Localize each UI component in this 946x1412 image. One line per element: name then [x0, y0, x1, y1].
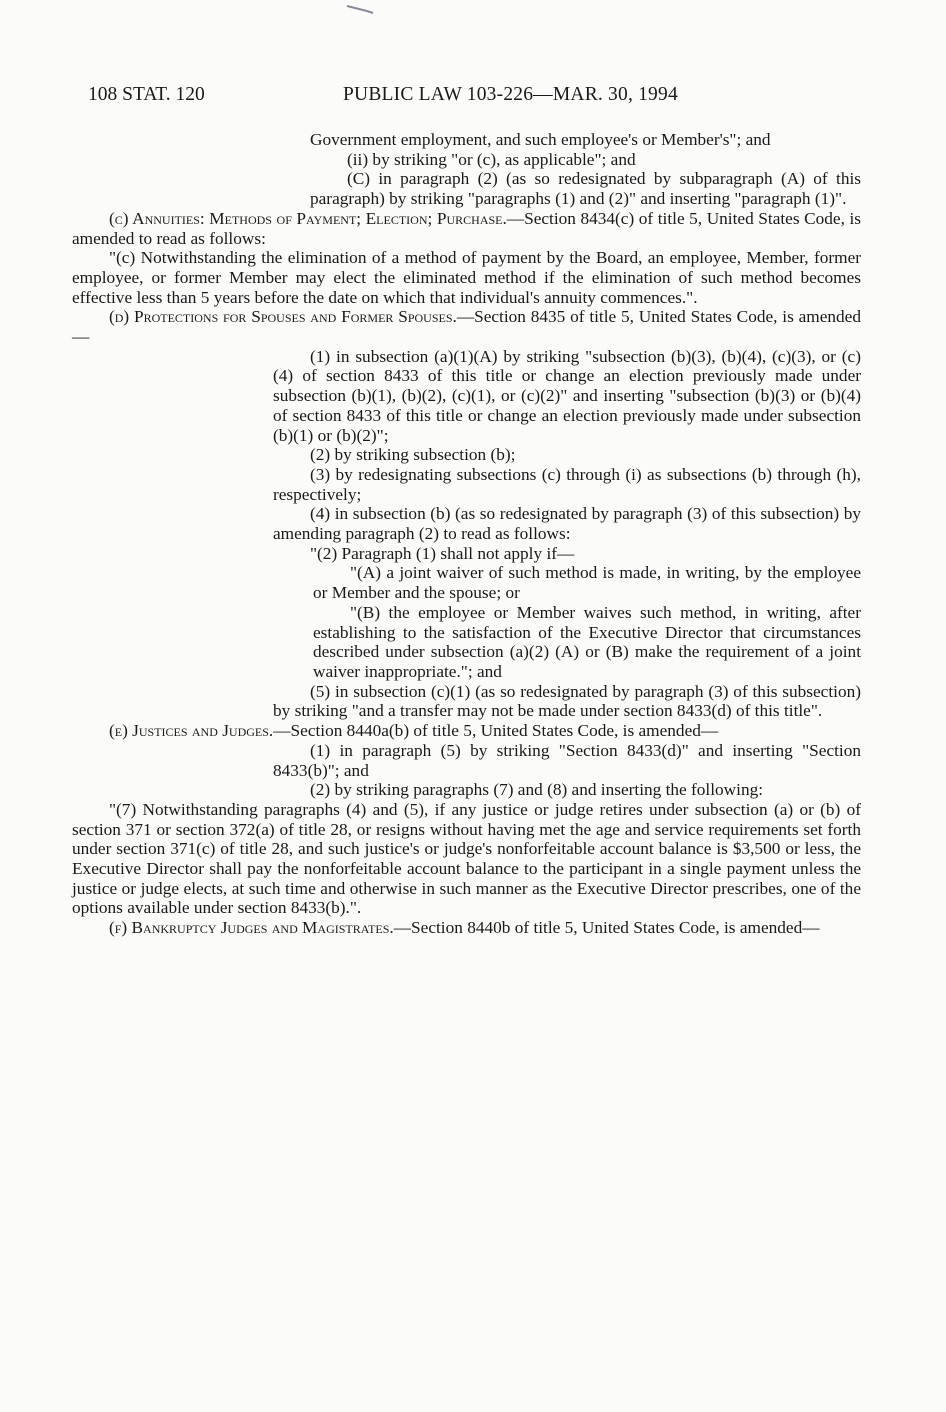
scan-mark [345, 4, 375, 14]
document-body [72, 130, 861, 938]
paragraph-continuation: Government employment, and such employee's or Member's"; and [310, 130, 771, 149]
quoted-subparagraph-a: "(A) a joint waiver of such method is made, in writing, by the employee or Member and the spouse; or [313, 563, 861, 603]
subsection-d-text: —Section 8435 of title 5, United States Code, is amended— [72, 307, 861, 347]
subsection-c-text: —Section 8434(c) of title 5, United States Code, is amended to read as follows: [72, 208, 861, 248]
paragraph-d-5: (5) in subsection (c)(1) (as so redesignated by paragraph (3) of this subsection) by striking "and a transfer may not be made under section 8433(d) of this title". [273, 681, 861, 721]
paragraph-e-2: (2) by striking paragraphs (7) and (8) and inserting the following: [310, 780, 764, 800]
subsection-c [72, 209, 861, 248]
subsection-d-heading: (d) Protections for Spouses and Former Spouses. [109, 307, 457, 327]
subsection-e-heading: (e) Justices and Judges. [109, 721, 274, 741]
subsection-e [72, 721, 861, 741]
paragraph-d-1: (1) in subsection (a)(1)(A) by striking "subsection (b)(3), (b)(4), (c)(3), or (c)(4) of section 8433 of this title or change an election previously made under subsection (b)(1), (b)(2), (c)(1), or (c)(2)" and inserting "subsection (b)(3) or (b)(4) of section 8433 of this title or change an election previously made under subsection (b)(1) or (b)(2)"; [273, 346, 861, 445]
subsection-e-text: —Section 8440a(b) of title 5, United States Code, is amended— [273, 721, 719, 741]
quoted-paragraph-7: "(7) Notwithstanding paragraphs (4) and (5), if any justice or judge retires under subsection (a) or (b) of section 371 or section 372(a) of title 28, or resigns without having met the age and service requirements set forth under section 371(c) of title 28, and such justice's or judge's nonforfeitable account balance is $3,500 or less, the Executive Director shall pay the nonforfeitable account balance to the participant in a single payment unless the justice or judge elects, at such time and otherwise in such manner as the Executive Director prescribes, one of the options available under section 8433(b).". [72, 799, 861, 918]
paragraph-d-4: (4) in subsection (b) (as so redesignated by paragraph (3) of this subsection) by amending paragraph (2) to read as follows: [273, 504, 861, 544]
subsection-f-heading: (f) Bankruptcy Judges and Magistrates. [109, 918, 394, 938]
paragraph-d-2: (2) by striking subsection (b); [310, 445, 516, 465]
paragraph-d-3: (3) by redesignating subsections (c) through (i) as subsections (b) through (h), respectively; [273, 464, 861, 504]
subsection-c-heading: (c) Annuities: Methods of Payment; Election; Purchase. [109, 208, 507, 228]
page-header [88, 84, 868, 114]
stat-citation: 108 STAT. 120 [88, 84, 205, 105]
clause-ii: (ii) by striking "or (c), as applicable"; and [347, 149, 636, 169]
subsection-f-text: —Section 8440b of title 5, United States Code, is amended— [393, 918, 820, 938]
quoted-subparagraph-b: "(B) the employee or Member waives such method, in writing, after establishing to the satisfaction of the Executive Director that circumstances described under subsection (a)(2) (A) or (B) make the requirement of a joint waiver inappropriate."; and [313, 602, 861, 681]
quoted-subsection-c: "(c) Notwithstanding the elimination of a method of payment by the Board, an employee, Member, former employee, or former Member may elect the eliminated method if the elimination of such method becomes effective less than 5 years before the date on which that individual's annuity commences.". [72, 248, 861, 307]
paragraph-e-1: (1) in paragraph (5) by striking "Section 8433(d)" and inserting "Section 8433(b)"; and [273, 740, 861, 780]
public-law-title: PUBLIC LAW 103-226—MAR. 30, 1994 [343, 84, 678, 105]
quoted-paragraph-2: "(2) Paragraph (1) shall not apply if— [310, 543, 575, 563]
subsection-d [72, 307, 861, 346]
subparagraph-c: (C) in paragraph (2) (as so redesignated by subparagraph (A) of this paragraph) by striking "paragraphs (1) and (2)" and inserting "paragraph (1)". [310, 169, 861, 209]
subsection-f [72, 918, 861, 938]
